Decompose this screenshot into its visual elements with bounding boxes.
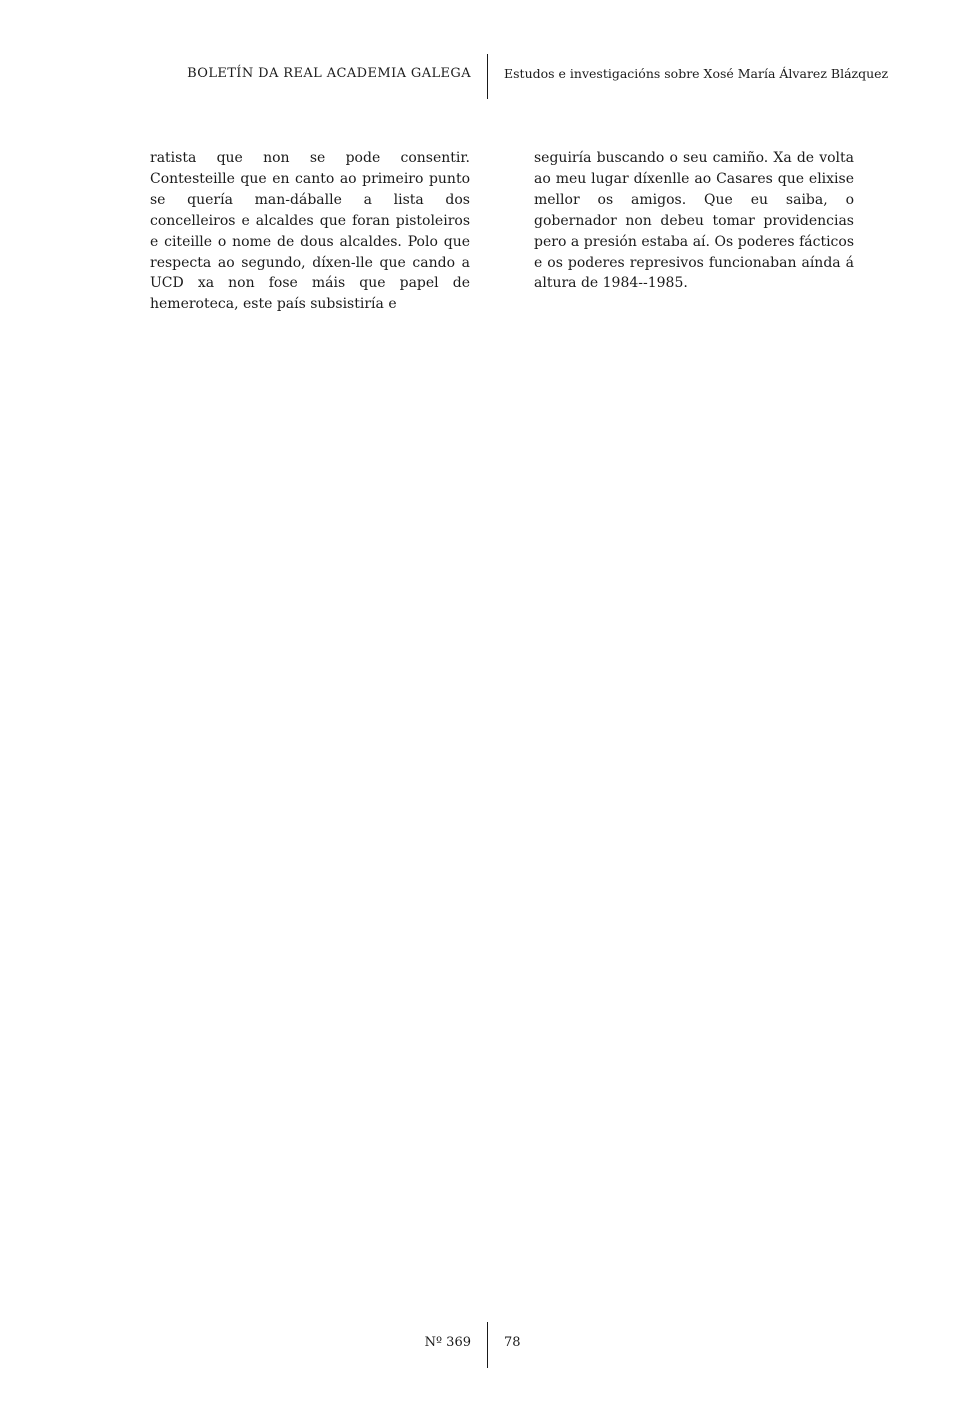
issue-number: Nº 369 — [424, 1335, 471, 1350]
body-column-left: ratista que non se pode consentir. Contesteille que en canto ao primeiro punto se quería man-dáballe a lista dos concelleiros e alcaldes que foran pistoleiros e citeille o nome de dous alcaldes. Polo que respecta ao segundo, díxen-lle que cando a UCD xa non fose máis que papel de hemeroteca, este país subsistiría e — [150, 150, 470, 313]
header-divider — [487, 54, 488, 99]
page-number: 78 — [504, 1335, 521, 1350]
journal-title: BOLETÍN DA REAL ACADEMIA GALEGA — [187, 66, 471, 81]
footer-divider — [487, 1322, 488, 1368]
section-title: Estudos e investigacións sobre Xosé María Álvarez Blázquez — [504, 66, 889, 81]
body-column-right: seguiría buscando o seu camiño. Xa de volta ao meu lugar díxenlle ao Casares que elixise mellor os amigos. Que eu saiba, o gobernador non debeu tomar providencias pero a presión estaba aí. Os poderes fácticos e os poderes represivos funcionaban aínda á altura de 1984--1985. — [534, 150, 854, 292]
